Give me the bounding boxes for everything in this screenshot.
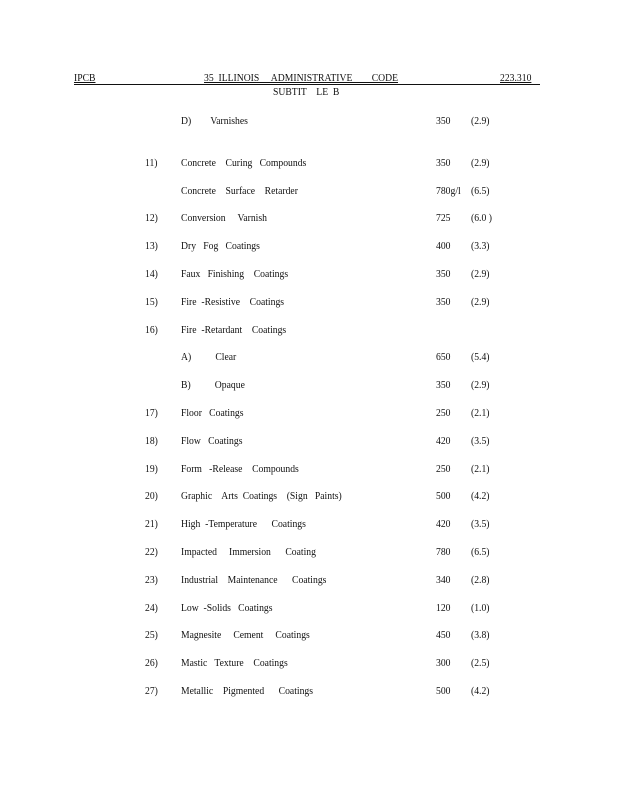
row-limit-lb-gal: (2.8) xyxy=(471,575,490,586)
row-limit: 400 xyxy=(436,241,451,252)
row-label: Form -Release Compounds xyxy=(181,464,299,475)
row-number: 17) xyxy=(145,408,158,419)
row-limit-lb-gal: (2.5) xyxy=(471,658,490,669)
row-limit-lb-gal: (2.1) xyxy=(471,464,490,475)
row-limit-lb-gal: (2.9) xyxy=(471,380,490,391)
row-limit: 780g/l xyxy=(436,186,461,197)
header-subtitle: SUBTIT LE B xyxy=(273,87,340,98)
row-limit: 120 xyxy=(436,603,451,614)
row-number: 19) xyxy=(145,464,158,475)
row-limit-lb-gal: (2.9) xyxy=(471,269,490,280)
row-limit: 500 xyxy=(436,686,451,697)
row-number: 26) xyxy=(145,658,158,669)
row-number: 16) xyxy=(145,325,158,336)
row-limit: 780 xyxy=(436,547,451,558)
row-number: 24) xyxy=(145,603,158,614)
row-limit: 350 xyxy=(436,116,451,127)
row-label: Impacted Immersion Coating xyxy=(181,547,316,558)
row-number: 22) xyxy=(145,547,158,558)
row-limit-lb-gal: (6.5) xyxy=(471,186,490,197)
row-limit: 500 xyxy=(436,491,451,502)
row-label: High -Temperature Coatings xyxy=(181,519,306,530)
row-number: 21) xyxy=(145,519,158,530)
row-limit: 350 xyxy=(436,269,451,280)
row-label: Fire -Retardant Coatings xyxy=(181,325,287,336)
row-label: Floor Coatings xyxy=(181,408,244,419)
row-number: 13) xyxy=(145,241,158,252)
row-limit-lb-gal: (4.2) xyxy=(471,686,490,697)
row-limit-lb-gal: (2.9) xyxy=(471,297,490,308)
row-limit: 725 xyxy=(436,213,451,224)
row-number: 20) xyxy=(145,491,158,502)
row-limit-lb-gal: (3.5) xyxy=(471,519,490,530)
header-rule xyxy=(74,84,540,85)
row-limit: 350 xyxy=(436,158,451,169)
row-limit-lb-gal: (2.9) xyxy=(471,116,490,127)
row-label: B) Opaque xyxy=(181,380,245,391)
row-label: Low -Solids Coatings xyxy=(181,603,273,614)
row-label: Flow Coatings xyxy=(181,436,243,447)
row-limit: 300 xyxy=(436,658,451,669)
row-limit-lb-gal: (5.4) xyxy=(471,352,490,363)
row-number: 11) xyxy=(145,158,158,169)
row-limit-lb-gal: (2.9) xyxy=(471,158,490,169)
row-limit: 350 xyxy=(436,380,451,391)
row-limit: 420 xyxy=(436,519,451,530)
row-label: Concrete Curing Compounds xyxy=(181,158,307,169)
row-limit-lb-gal: (3.5) xyxy=(471,436,490,447)
row-label: Fire -Resistive Coatings xyxy=(181,297,285,308)
row-limit: 650 xyxy=(436,352,451,363)
row-limit: 340 xyxy=(436,575,451,586)
row-limit-lb-gal: (3.3) xyxy=(471,241,490,252)
row-label: Dry Fog Coatings xyxy=(181,241,260,252)
row-limit-lb-gal: (1.0) xyxy=(471,603,490,614)
row-limit: 250 xyxy=(436,464,451,475)
row-limit-lb-gal: (3.8) xyxy=(471,630,490,641)
row-number: 25) xyxy=(145,630,158,641)
row-limit: 420 xyxy=(436,436,451,447)
row-number: 15) xyxy=(145,297,158,308)
row-label: A) Clear xyxy=(181,352,237,363)
header-section: 223.310 xyxy=(500,73,532,84)
row-limit-lb-gal: (6.5) xyxy=(471,547,490,558)
row-label: Faux Finishing Coatings xyxy=(181,269,289,280)
row-limit: 350 xyxy=(436,297,451,308)
row-number: 27) xyxy=(145,686,158,697)
row-label: D) Varnishes xyxy=(181,116,248,127)
row-label: Graphic Arts Coatings (Sign Paints) xyxy=(181,491,342,502)
row-limit-lb-gal: (4.2) xyxy=(471,491,490,502)
row-limit: 250 xyxy=(436,408,451,419)
header-agency: IPCB xyxy=(74,73,96,84)
row-label: Conversion Varnish xyxy=(181,213,267,224)
row-number: 18) xyxy=(145,436,158,447)
row-label: Mastic Texture Coatings xyxy=(181,658,288,669)
row-label: Concrete Surface Retarder xyxy=(181,186,298,197)
row-label: Industrial Maintenance Coatings xyxy=(181,575,327,586)
row-number: 12) xyxy=(145,213,158,224)
row-label: Metallic Pigmented Coatings xyxy=(181,686,314,697)
row-label: Magnesite Cement Coatings xyxy=(181,630,310,641)
row-limit: 450 xyxy=(436,630,451,641)
header-title: 35 ILLINOIS ADMINISTRATIVE CODE xyxy=(204,73,399,84)
row-limit-lb-gal: (2.1) xyxy=(471,408,490,419)
row-number: 23) xyxy=(145,575,158,586)
row-limit-lb-gal: (6.0 ) xyxy=(471,213,492,224)
row-number: 14) xyxy=(145,269,158,280)
